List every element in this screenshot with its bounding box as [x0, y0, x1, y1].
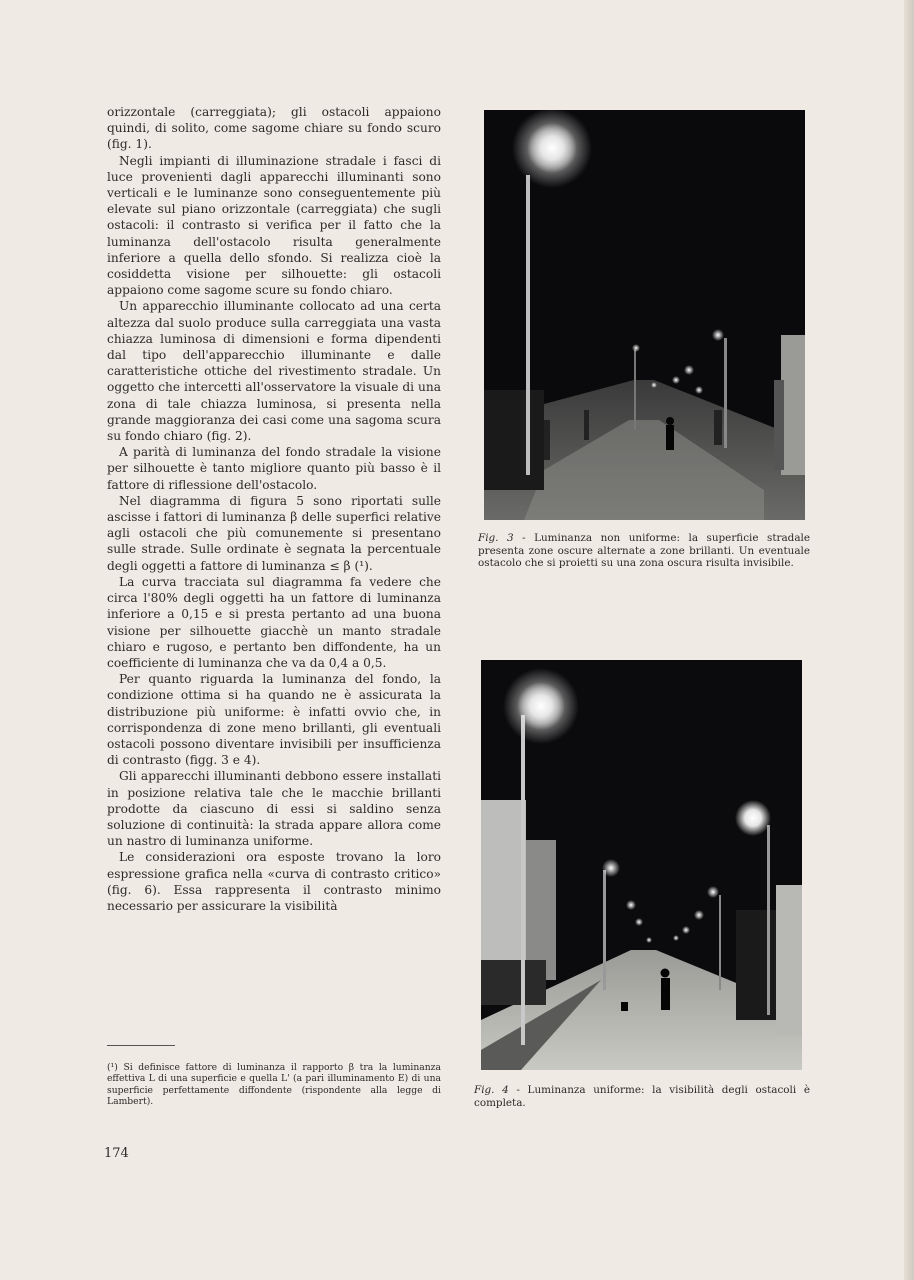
- figure-3-photo: [484, 110, 805, 520]
- page-edge: [904, 0, 914, 1280]
- paragraph-9: Le considerazioni ora esposte trovano la loro espressione grafica nella «curva di contrasto critico» (fig. 6). Essa rappresenta il contrasto minimo necessario per assicurare la visibilità: [107, 850, 441, 913]
- footnote-rule: [107, 1045, 175, 1046]
- figure-4-photo: [481, 660, 802, 1070]
- paragraph-8: Gli apparecchi illuminanti debbono essere installati in posizione relativa tale che le macchie brillanti prodotte da ciascuno di essi si saldino senza soluzione di continuità: la strada appare allora come un nastro di luminanza uniforme.: [107, 769, 441, 849]
- paragraph-5: Nel diagramma di figura 5 sono riportati sulle ascisse i fattori di luminanza β delle superfici relative agli ostacoli che più comunemente si presentano sulle strade. Sulle ordinate è segnata la percentuale degli oggetti a fattore di luminanza ≤ β (¹).: [107, 493, 441, 573]
- paragraph-3: Un apparecchio illuminante collocato ad una certa altezza dal suolo produce sulla carreggiata una vasta chiazza luminosa di dimensioni e forma dipendenti dal tipo dell'apparecchio illuminante e dalle caratteristiche ottiche del rivestimento stradale. Un oggetto che intercetti all'osservatore la visuale di una zona di tale chiazza luminosa, si presenta nella grande maggioranza dei casi come una sagoma scura su fondo chiaro (fig. 2).: [107, 299, 441, 444]
- paragraph-4: A parità di luminanza del fondo stradale la visione per silhouette è tanto migliore quanto più basso è il fattore di riflessione dell'ostacolo.: [107, 445, 441, 492]
- page-number: 174: [104, 1146, 129, 1161]
- figure-3-caption-text: - Luminanza non uniforme: la superficie stradale presenta zone oscure alternate a zone brillanti. Un eventuale ostacolo che si proietti su una zona oscura risulta invisibile.: [478, 532, 810, 570]
- figure-4-caption-text: - Luminanza uniforme: la visibilità degli ostacoli è completa.: [474, 1084, 810, 1109]
- footnote: (¹) Si definisce fattore di luminanza il rapporto β tra la luminanza effettiva L di una superficie e quella L' (a pari illuminamento E) di una superficie perfettamente diffondente (rispondente alla legge di Lambert).: [107, 1062, 441, 1108]
- paragraph-1: orizzontale (carreggiata); gli ostacoli appaiono quindi, di solito, come sagome chiare su fondo scuro (fig. 1).: [107, 105, 441, 152]
- paragraph-7: Per quanto riguarda la luminanza del fondo, la condizione ottima si ha quando ne è assicurata la distribuzione più uniforme: è infatti ovvio che, in corrispondenza di zone meno brillanti, gli eventuali ostacoli possono diventare invisibili per insufficienza di contrasto (figg. 3 e 4).: [107, 672, 441, 768]
- figure-3-caption: [478, 532, 810, 570]
- body-text-column: [107, 104, 441, 914]
- paragraph-6: La curva tracciata sul diagramma fa vedere che circa l'80% degli oggetti ha un fattore di luminanza inferiore a 0,15 e si presta pertanto ad una buona visione per silhouette giacchè un manto stradale chiaro e rugoso, e pertanto ben diffondente, ha un coefficiente di luminanza che va da 0,4 a 0,5.: [107, 574, 441, 670]
- figure-4-caption: [474, 1084, 810, 1109]
- figure-4-label: Fig. 4: [474, 1084, 509, 1096]
- paragraph-2: Negli impianti di illuminazione stradale i fasci di luce provenienti dagli apparecchi illuminanti sono verticali e le luminanze sono conseguentemente più elevate sul piano orizzontale (carreggiata) che sugli ostacoli: il contrasto si verifica per il fatto che la luminanza dell'ostacolo risulta generalmente inferiore a quella dello sfondo. Si realizza cioè la cosiddetta visione per silhouette: gli ostacoli appaiono come sagome scure su fondo chiaro.: [107, 153, 441, 298]
- figure-3-label: Fig. 3: [478, 532, 514, 544]
